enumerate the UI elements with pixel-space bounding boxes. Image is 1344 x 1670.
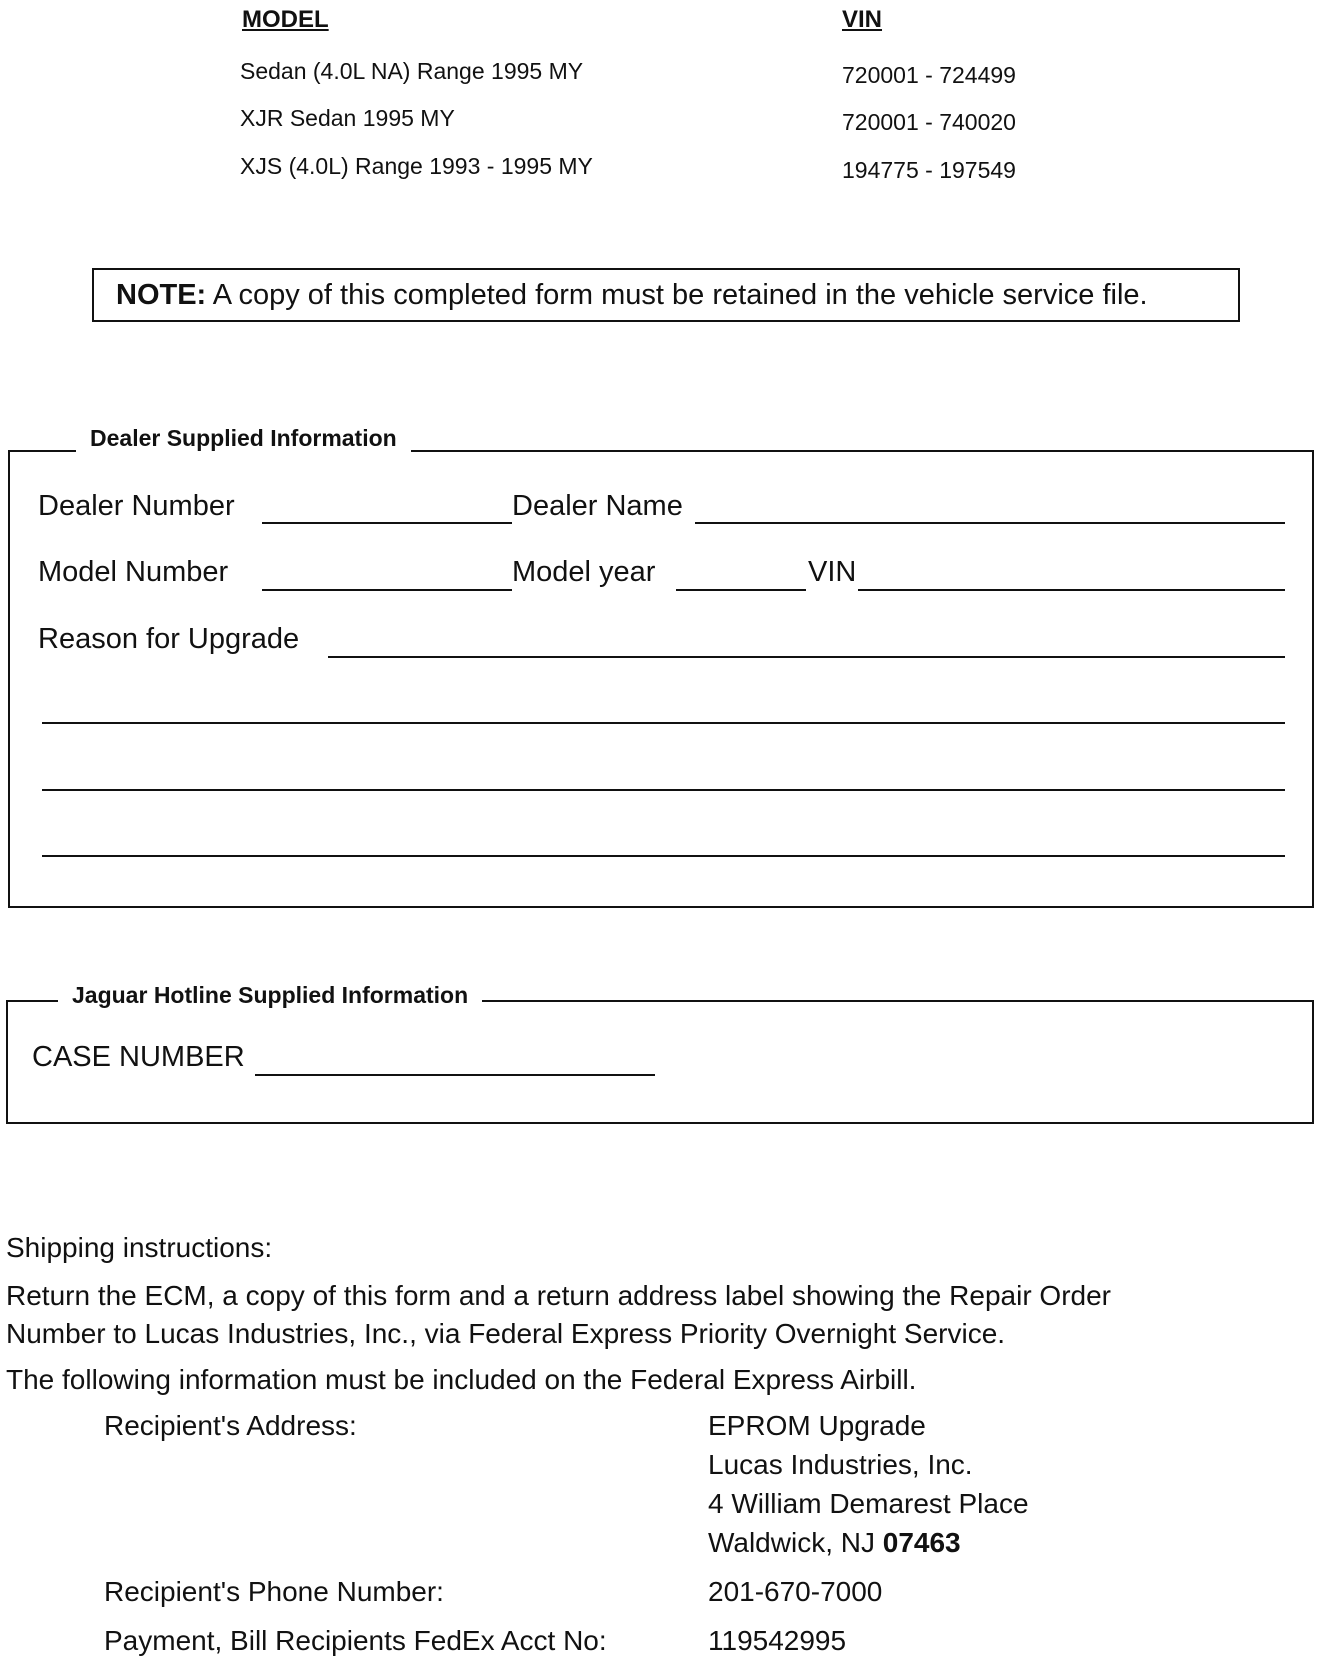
address-line-1: EPROM Upgrade (708, 1410, 926, 1441)
dealer-number-field[interactable] (262, 522, 512, 524)
reason-field-line-2[interactable] (42, 722, 1285, 724)
model-number-label: Model Number (38, 556, 229, 588)
address-city: Waldwick, NJ (708, 1527, 875, 1558)
recipient-phone-label: Recipient's Phone Number: (104, 1576, 444, 1607)
dealer-info-title: Dealer Supplied Information (76, 425, 411, 452)
note-text: A copy of this completed form must be retained in the vehicle service file. (212, 279, 1148, 311)
vin-row-2: 720001 - 740020 (842, 109, 1016, 135)
reason-label: Reason for Upgrade (38, 623, 300, 655)
model-header: MODEL (242, 6, 329, 33)
dealer-number-label: Dealer Number (38, 490, 235, 522)
address-line-3: 4 William Demarest Place (708, 1488, 1029, 1519)
recipient-address-label: Recipient's Address: (104, 1410, 357, 1441)
vin-header: VIN (842, 6, 883, 33)
vin-field-label: VIN (808, 556, 857, 588)
vin-field[interactable] (858, 589, 1285, 591)
payment-label: Payment, Bill Recipients FedEx Acct No: (104, 1625, 607, 1656)
address-zip: 07463 (882, 1527, 961, 1558)
note-label: NOTE: (116, 279, 207, 311)
model-row-1: Sedan (4.0L NA) Range 1995 MY (240, 58, 584, 84)
vin-row-3: 194775 - 197549 (842, 157, 1016, 183)
recipient-phone-value: 201-670-7000 (708, 1576, 883, 1607)
shipping-para1-line1: Return the ECM, a copy of this form and a return address label showing the Repair Order (6, 1280, 1111, 1311)
reason-field-line-4[interactable] (42, 855, 1285, 857)
model-row-2: XJR Sedan 1995 MY (240, 105, 455, 131)
dealer-name-label: Dealer Name (512, 490, 683, 522)
vin-row-1: 720001 - 724499 (842, 62, 1016, 88)
dealer-name-field[interactable] (695, 522, 1285, 524)
shipping-heading: Shipping instructions: (6, 1232, 273, 1263)
case-number-label: CASE NUMBER (32, 1041, 245, 1073)
model-number-field[interactable] (262, 589, 512, 591)
reason-field-line-3[interactable] (42, 789, 1285, 791)
model-row-3: XJS (4.0L) Range 1993 - 1995 MY (240, 153, 593, 179)
address-line-4 (708, 1527, 961, 1559)
model-year-field[interactable] (676, 589, 806, 591)
model-year-label: Model year (512, 556, 656, 588)
shipping-para2: The following information must be included on the Federal Express Airbill. (6, 1364, 917, 1395)
note-box (92, 268, 1240, 322)
address-line-2: Lucas Industries, Inc. (708, 1449, 973, 1480)
payment-value: 119542995 (708, 1625, 847, 1656)
hotline-info-title: Jaguar Hotline Supplied Information (58, 982, 482, 1009)
case-number-field[interactable] (255, 1074, 655, 1076)
reason-field-line-1[interactable] (328, 656, 1285, 658)
shipping-para1-line2: Number to Lucas Industries, Inc., via Federal Express Priority Overnight Service. (6, 1318, 1006, 1349)
